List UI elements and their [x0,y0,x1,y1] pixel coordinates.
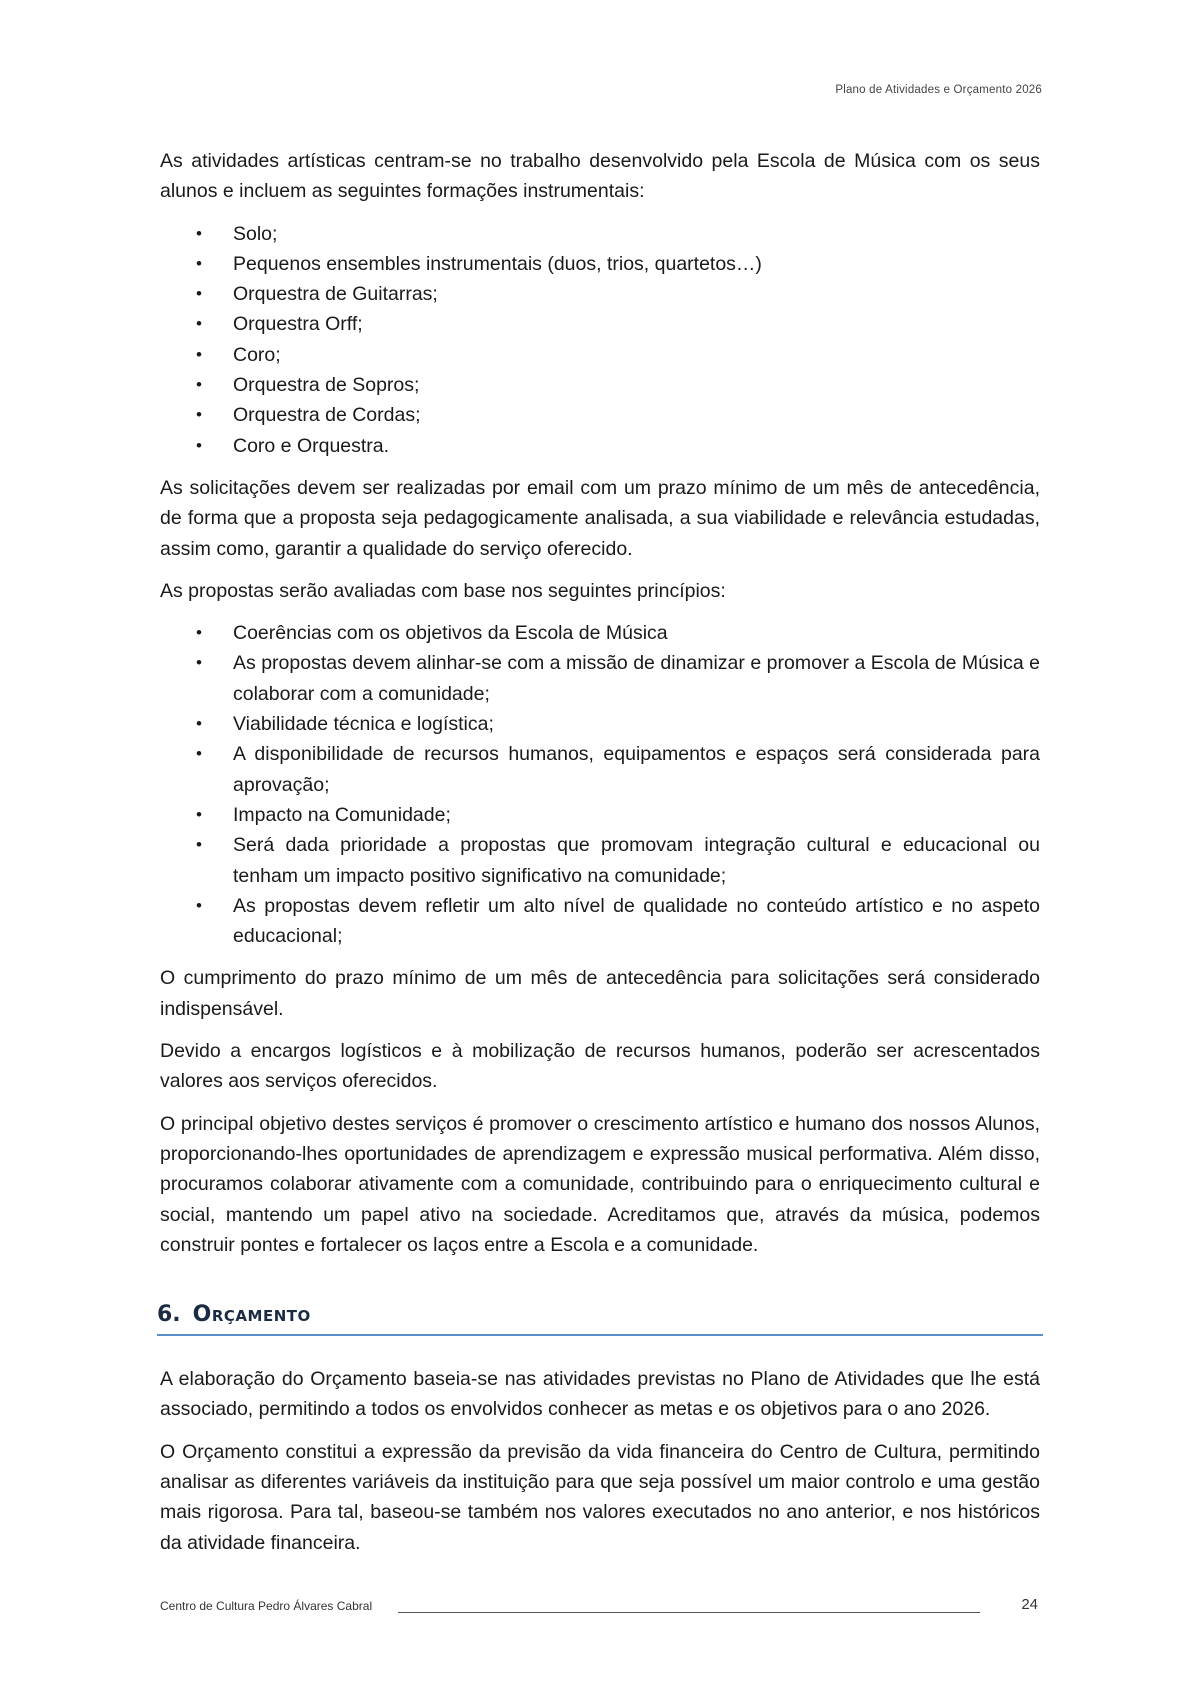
footer-organization: Centro de Cultura Pedro Álvares Cabral [160,1599,373,1613]
bullet-icon: • [196,714,202,734]
list-item: • Orquestra de Sopros; [160,370,1040,400]
principles-list [160,618,1040,951]
bullet-icon: • [196,895,202,915]
list-item: • Orquestra de Cordas; [160,400,1040,430]
list-item: • As propostas devem alinhar-se com a missão de dinamizar e promover a Escola de Música e colaborar com a comunidade; [160,648,1040,709]
list-item: • As propostas devem refletir um alto nível de qualidade no conteúdo artístico e no aspeto educacional; [160,891,1040,952]
list-item: • Será dada prioridade a propostas que promovam integração cultural e educacional ou tenham um impacto positivo significativo na comunidade; [160,830,1040,891]
bullet-icon: • [196,375,202,395]
bullet-icon: • [196,284,202,304]
formations-list [160,219,1040,461]
running-header: Plano de Atividades e Orçamento 2026 [835,84,1042,96]
bullet-icon: • [196,405,202,425]
list-item: • Coro; [160,340,1040,370]
list-item: • Orquestra de Guitarras; [160,279,1040,309]
footer-rule [398,1612,980,1613]
section-title: Orçamento [192,1302,311,1328]
intro-paragraph: As atividades artísticas centram-se no trabalho desenvolvido pela Escola de Música com os seus alunos e incluem as seguintes formações instrumentais: [160,150,1040,203]
list-item: • Solo; [160,219,1040,249]
bullet-icon: • [196,435,202,455]
bullet-icon: • [196,314,202,334]
bullet-icon: • [196,344,202,364]
list-item: • Pequenos ensembles instrumentais (duos, trios, quartetos…) [160,249,1040,279]
page-number: 24 [1021,1596,1038,1613]
bullet-icon: • [196,744,202,764]
bullet-icon: • [196,804,202,824]
list-item: • Coro e Orquestra. [160,431,1040,461]
list-item: • Coerências com os objetivos da Escola de Música [160,618,1040,648]
section-number: 6. [157,1302,181,1328]
bullet-icon: • [196,253,202,273]
requests-paragraph: As solicitações devem ser realizadas por email com um prazo mínimo de um mês de antecedência, de forma que a proposta seja pedagogicamente analisada, a sua viabilidade e relevância estudadas, assim como, garantir a qualidade do serviço oferecido. [160,476,1040,560]
bullet-icon: • [196,835,202,855]
section-heading [157,1300,1043,1336]
bullet-icon: • [196,623,202,643]
costs-paragraph: Devido a encargos logísticos e à mobilização de recursos humanos, poderão ser acrescentados valores aos serviços oferecidos. [160,1040,1040,1093]
list-item: • Orquestra Orff; [160,309,1040,339]
objective-paragraph: O principal objetivo destes serviços é promover o crescimento artístico e humano dos nossos Alunos, proporcionando-lhes oportunidades de aprendizagem e expressão musical performativa. Além disso, procuramos colaborar ativamente com a comunidade, contribuindo para o enriquecimento cultural e social, mantendo um papel ativo na sociedade. Acreditamos que, através da música, podemos construir pontes e fortalecer os laços entre a Escola e a comunidade. [160,1112,1040,1256]
list-item: • Viabilidade técnica e logística; [160,709,1040,739]
deadline-paragraph: O cumprimento do prazo mínimo de um mês de antecedência para solicitações será considerado indispensável. [160,967,1040,1020]
budget-paragraph: O Orçamento constitui a expressão da previsão da vida financeira do Centro de Cultura, permitindo analisar as diferentes variáveis da instituição para que seja possível um maior controlo e uma gestão mais rigorosa. Para tal, baseou-se também nos valores executados no ano anterior, e nos históricos da atividade financeira. [160,1440,1040,1554]
page-footer [160,1597,1040,1617]
list-item: • Impacto na Comunidade; [160,800,1040,830]
bullet-icon: • [196,653,202,673]
list-item: • A disponibilidade de recursos humanos, equipamentos e espaços será considerada para aprovação; [160,739,1040,800]
page-body [157,146,1040,1570]
bullet-icon: • [196,223,202,243]
budget-paragraph: A elaboração do Orçamento baseia-se nas atividades previstas no Plano de Atividades que lhe está associado, permitindo a todos os envolvidos conhecer as metas e os objetivos para o ano 2026. [160,1368,1040,1421]
principles-intro: As propostas serão avaliadas com base nos seguintes princípios: [160,579,726,602]
